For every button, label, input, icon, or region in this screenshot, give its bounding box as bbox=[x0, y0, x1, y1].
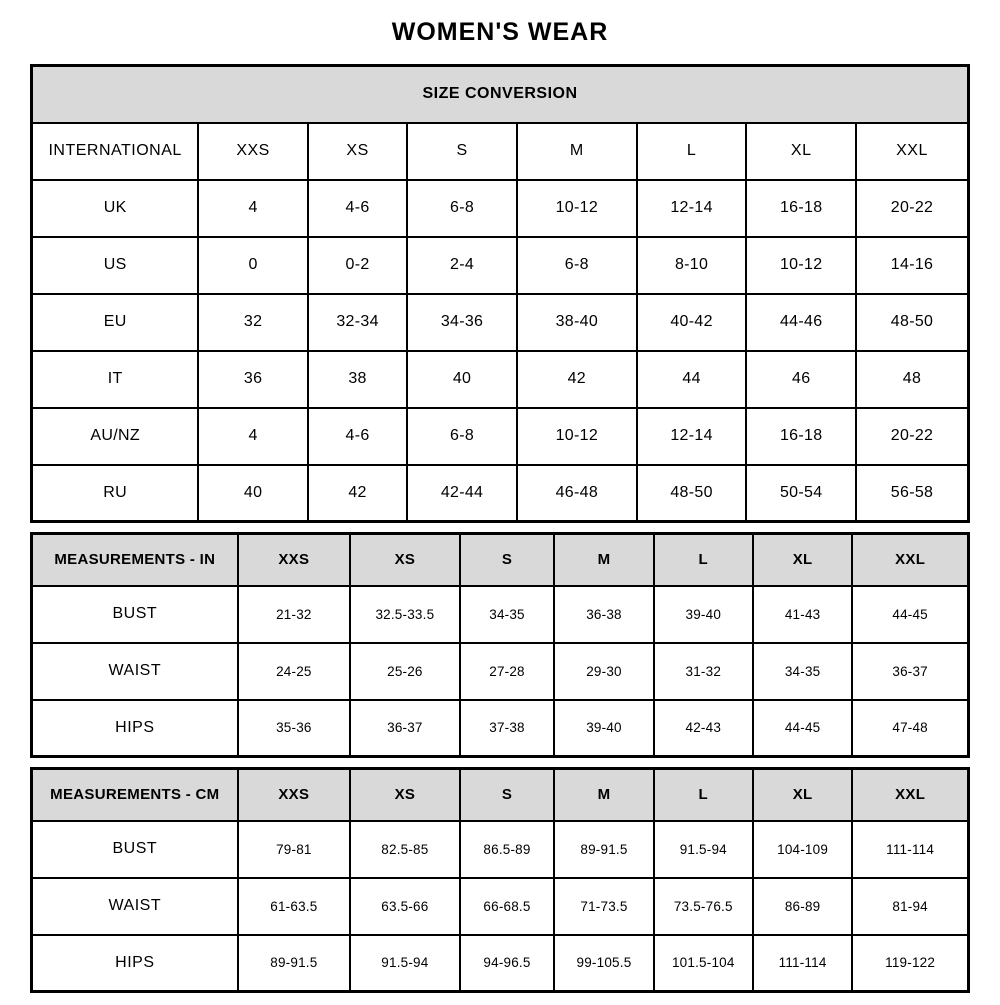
column-header-size: XXL bbox=[856, 123, 968, 180]
measurement-value-cell: 91.5-94 bbox=[350, 935, 460, 992]
size-value-cell: 0 bbox=[198, 237, 308, 294]
measurement-label: WAIST bbox=[32, 643, 238, 700]
column-header-row bbox=[32, 123, 969, 180]
size-value-cell: 2-4 bbox=[407, 237, 517, 294]
measurements-header: MEASUREMENTS - CM bbox=[32, 769, 238, 821]
measurement-value-cell: 34-35 bbox=[753, 643, 852, 700]
measurement-value-cell: 119-122 bbox=[852, 935, 968, 992]
size-value-cell: 12-14 bbox=[637, 180, 747, 237]
measurement-value-cell: 66-68.5 bbox=[460, 878, 555, 935]
measurement-value-cell: 61-63.5 bbox=[238, 878, 350, 935]
region-label: EU bbox=[32, 294, 199, 351]
measurement-value-cell: 91.5-94 bbox=[654, 821, 753, 878]
measurement-value-cell: 31-32 bbox=[654, 643, 753, 700]
measurement-value-cell: 21-32 bbox=[238, 586, 350, 643]
measurement-value-cell: 79-81 bbox=[238, 821, 350, 878]
size-value-cell: 20-22 bbox=[856, 180, 968, 237]
measurement-value-cell: 44-45 bbox=[852, 586, 968, 643]
column-header-size: XS bbox=[350, 769, 460, 821]
table-row bbox=[32, 821, 969, 878]
table-row bbox=[32, 237, 969, 294]
measurement-label: BUST bbox=[32, 586, 238, 643]
measurement-value-cell: 73.5-76.5 bbox=[654, 878, 753, 935]
measurement-value-cell: 89-91.5 bbox=[238, 935, 350, 992]
measurement-value-cell: 86.5-89 bbox=[460, 821, 555, 878]
measurement-value-cell: 35-36 bbox=[238, 700, 350, 757]
table-gap bbox=[30, 523, 970, 532]
size-value-cell: 4-6 bbox=[308, 408, 407, 465]
size-value-cell: 16-18 bbox=[746, 180, 856, 237]
size-value-cell: 32 bbox=[198, 294, 308, 351]
size-conversion-header: SIZE CONVERSION bbox=[32, 66, 969, 123]
measurement-label: WAIST bbox=[32, 878, 238, 935]
measurement-value-cell: 104-109 bbox=[753, 821, 852, 878]
measurement-value-cell: 89-91.5 bbox=[554, 821, 653, 878]
table-row bbox=[32, 180, 969, 237]
size-value-cell: 4 bbox=[198, 408, 308, 465]
size-value-cell: 12-14 bbox=[637, 408, 747, 465]
size-value-cell: 44 bbox=[637, 351, 747, 408]
size-value-cell: 8-10 bbox=[637, 237, 747, 294]
size-value-cell: 4-6 bbox=[308, 180, 407, 237]
table-row bbox=[32, 935, 969, 992]
column-header-size: XXS bbox=[238, 769, 350, 821]
size-value-cell: 6-8 bbox=[517, 237, 637, 294]
measurement-value-cell: 99-105.5 bbox=[554, 935, 653, 992]
measurement-value-cell: 111-114 bbox=[852, 821, 968, 878]
size-value-cell: 48-50 bbox=[856, 294, 968, 351]
column-header-size: XL bbox=[746, 123, 856, 180]
measurement-value-cell: 25-26 bbox=[350, 643, 460, 700]
column-header-international: INTERNATIONAL bbox=[32, 123, 199, 180]
measurement-value-cell: 101.5-104 bbox=[654, 935, 753, 992]
measurement-value-cell: 42-43 bbox=[654, 700, 753, 757]
column-header-size: L bbox=[637, 123, 747, 180]
measurements-in-header-row bbox=[32, 534, 969, 586]
size-value-cell: 0-2 bbox=[308, 237, 407, 294]
size-value-cell: 40 bbox=[198, 465, 308, 522]
size-value-cell: 4 bbox=[198, 180, 308, 237]
measurement-value-cell: 63.5-66 bbox=[350, 878, 460, 935]
table-row bbox=[32, 586, 969, 643]
measurement-label: BUST bbox=[32, 821, 238, 878]
region-label: RU bbox=[32, 465, 199, 522]
measurement-value-cell: 47-48 bbox=[852, 700, 968, 757]
size-value-cell: 20-22 bbox=[856, 408, 968, 465]
table-row bbox=[32, 351, 969, 408]
measurement-value-cell: 36-37 bbox=[852, 643, 968, 700]
measurement-value-cell: 82.5-85 bbox=[350, 821, 460, 878]
measurement-label: HIPS bbox=[32, 700, 238, 757]
size-value-cell: 40 bbox=[407, 351, 517, 408]
size-value-cell: 48-50 bbox=[637, 465, 747, 522]
size-value-cell: 56-58 bbox=[856, 465, 968, 522]
measurement-value-cell: 94-96.5 bbox=[460, 935, 555, 992]
size-value-cell: 14-16 bbox=[856, 237, 968, 294]
measurement-value-cell: 86-89 bbox=[753, 878, 852, 935]
column-header-size: XXL bbox=[852, 769, 968, 821]
region-label: IT bbox=[32, 351, 199, 408]
column-header-size: M bbox=[554, 769, 653, 821]
size-value-cell: 6-8 bbox=[407, 408, 517, 465]
size-value-cell: 34-36 bbox=[407, 294, 517, 351]
size-value-cell: 36 bbox=[198, 351, 308, 408]
size-value-cell: 6-8 bbox=[407, 180, 517, 237]
measurement-value-cell: 71-73.5 bbox=[554, 878, 653, 935]
column-header-size: XXS bbox=[198, 123, 308, 180]
size-value-cell: 32-34 bbox=[308, 294, 407, 351]
measurement-value-cell: 36-38 bbox=[554, 586, 653, 643]
measurement-value-cell: 37-38 bbox=[460, 700, 555, 757]
region-label: AU/NZ bbox=[32, 408, 199, 465]
measurement-value-cell: 41-43 bbox=[753, 586, 852, 643]
table-row bbox=[32, 878, 969, 935]
measurements-cm-header-row bbox=[32, 769, 969, 821]
size-value-cell: 42 bbox=[517, 351, 637, 408]
measurement-value-cell: 39-40 bbox=[554, 700, 653, 757]
measurement-value-cell: 27-28 bbox=[460, 643, 555, 700]
region-label: UK bbox=[32, 180, 199, 237]
size-value-cell: 46-48 bbox=[517, 465, 637, 522]
table-row bbox=[32, 643, 969, 700]
table-row bbox=[32, 408, 969, 465]
measurement-label: HIPS bbox=[32, 935, 238, 992]
column-header-size: M bbox=[517, 123, 637, 180]
column-header-size: XL bbox=[753, 769, 852, 821]
size-value-cell: 10-12 bbox=[517, 180, 637, 237]
measurement-value-cell: 39-40 bbox=[654, 586, 753, 643]
column-header-size: S bbox=[407, 123, 517, 180]
measurements-header: MEASUREMENTS - IN bbox=[32, 534, 238, 586]
size-value-cell: 50-54 bbox=[746, 465, 856, 522]
size-value-cell: 42 bbox=[308, 465, 407, 522]
size-value-cell: 16-18 bbox=[746, 408, 856, 465]
column-header-size: S bbox=[460, 534, 555, 586]
measurement-value-cell: 36-37 bbox=[350, 700, 460, 757]
size-value-cell: 40-42 bbox=[637, 294, 747, 351]
measurement-value-cell: 32.5-33.5 bbox=[350, 586, 460, 643]
column-header-size: XL bbox=[753, 534, 852, 586]
size-value-cell: 10-12 bbox=[746, 237, 856, 294]
size-value-cell: 44-46 bbox=[746, 294, 856, 351]
size-value-cell: 38-40 bbox=[517, 294, 637, 351]
measurement-value-cell: 29-30 bbox=[554, 643, 653, 700]
measurement-value-cell: 111-114 bbox=[753, 935, 852, 992]
column-header-size: S bbox=[460, 769, 555, 821]
size-value-cell: 42-44 bbox=[407, 465, 517, 522]
column-header-size: L bbox=[654, 769, 753, 821]
measurement-value-cell: 44-45 bbox=[753, 700, 852, 757]
table-row bbox=[32, 294, 969, 351]
table-row bbox=[32, 700, 969, 757]
size-value-cell: 48 bbox=[856, 351, 968, 408]
measurement-value-cell: 34-35 bbox=[460, 586, 555, 643]
table-row bbox=[32, 465, 969, 522]
region-label: US bbox=[32, 237, 199, 294]
measurements-in-table bbox=[30, 532, 970, 758]
column-header-size: XS bbox=[308, 123, 407, 180]
column-header-size: M bbox=[554, 534, 653, 586]
measurement-value-cell: 81-94 bbox=[852, 878, 968, 935]
column-header-size: XS bbox=[350, 534, 460, 586]
page-title: WOMEN'S WEAR bbox=[391, 18, 609, 46]
measurement-value-cell: 24-25 bbox=[238, 643, 350, 700]
table-gap bbox=[30, 758, 970, 767]
column-header-size: XXL bbox=[852, 534, 968, 586]
column-header-size: XXS bbox=[238, 534, 350, 586]
table-title-row bbox=[32, 66, 969, 123]
size-value-cell: 38 bbox=[308, 351, 407, 408]
size-value-cell: 10-12 bbox=[517, 408, 637, 465]
size-conversion-table bbox=[30, 64, 970, 523]
measurements-cm-table bbox=[30, 767, 970, 993]
column-header-size: L bbox=[654, 534, 753, 586]
size-value-cell: 46 bbox=[746, 351, 856, 408]
